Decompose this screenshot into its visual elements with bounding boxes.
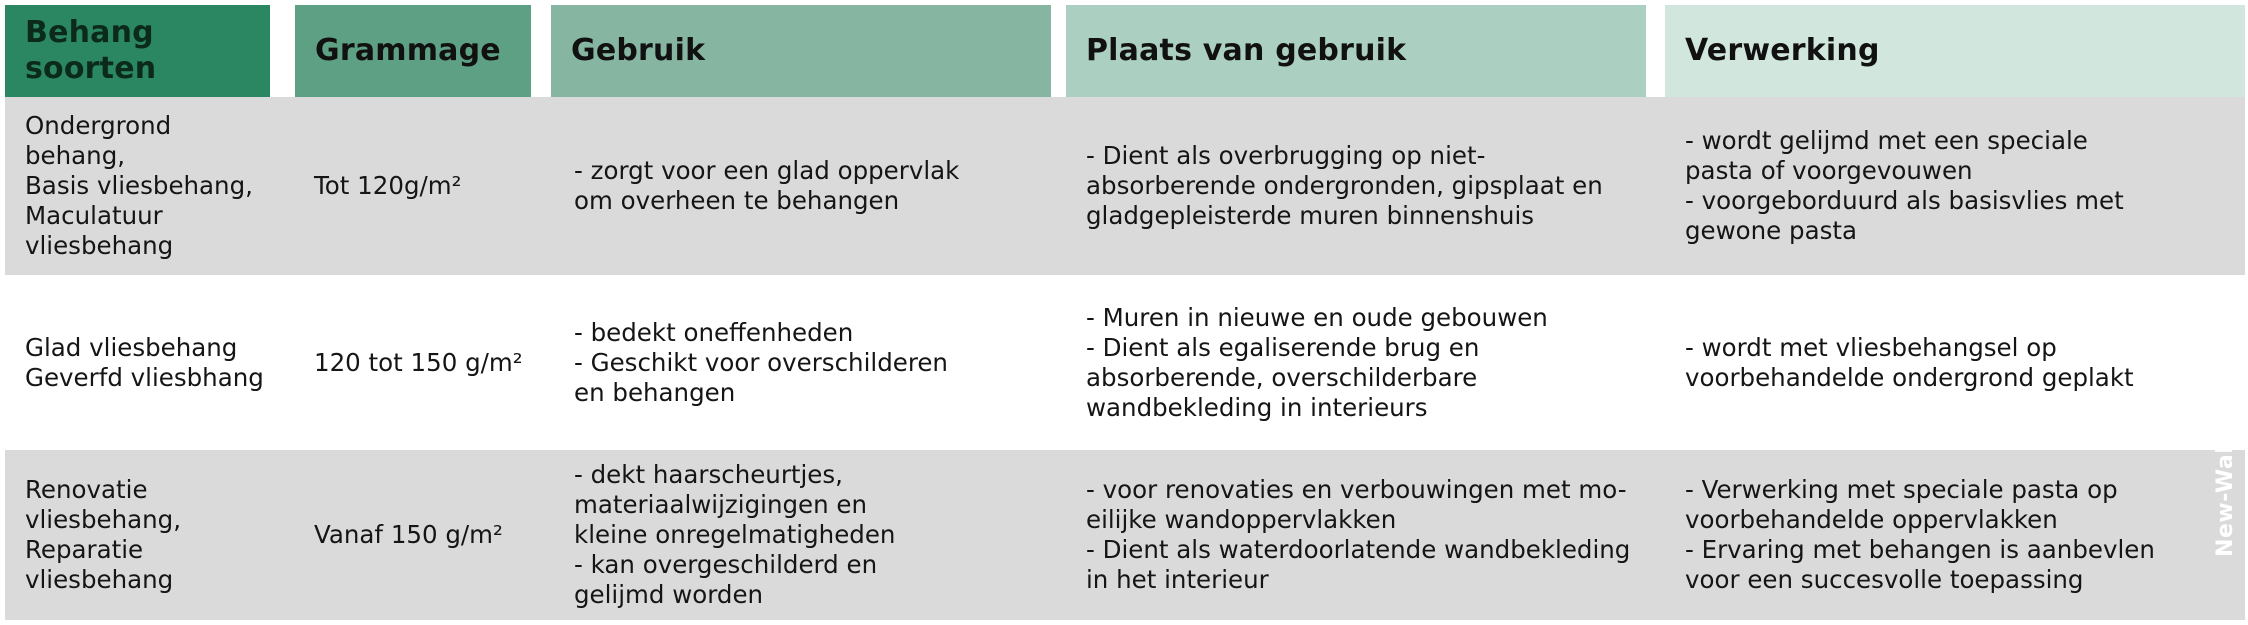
- header-label: Grammage: [315, 33, 501, 68]
- table-row: [5, 97, 2245, 275]
- cell-plaats: - voor renovaties en verbouwingen met mo- eilijke wandoppervlakken - Dient als waterdoorlatende wandbekleding in het interieur: [1086, 475, 1631, 594]
- cell-verwerking: - wordt met vliesbehangsel op voorbehandelde ondergrond geplakt: [1685, 332, 2134, 392]
- header-gebruik: [551, 5, 1051, 97]
- cell-grammage: Vanaf 150 g/m²: [314, 520, 503, 549]
- cell-grammage: 120 tot 150 g/m²: [314, 347, 523, 377]
- cell-gebruik: - zorgt voor een glad oppervlak om overheen te behangen: [574, 156, 960, 215]
- header-label: Verwerking: [1685, 33, 1880, 68]
- cell-gebruik: - dekt haarscheurtjes, materiaalwijzigingen en kleine onregelmatigheden - kan overgeschilderd en gelijmd worden: [574, 460, 896, 609]
- cell-plaats: - Dient als overbrugging op niet- absorberende ondergronden, gipsplaat en gladgepleisterde muren binnenshuis: [1086, 141, 1603, 230]
- cell-plaats: - Muren in nieuwe en oude gebouwen - Dient als egaliserende brug en absorberende, overschilderbare wandbekleding in interieurs: [1086, 302, 1548, 422]
- header-behang-soorten: [5, 5, 270, 97]
- table-header-row: [5, 5, 2245, 97]
- header-grammage: [295, 5, 531, 97]
- wallpaper-comparison-table: [5, 5, 2245, 620]
- header-label: Plaats van gebruik: [1086, 33, 1407, 68]
- header-verwerking: [1665, 5, 2245, 97]
- header-label: Gebruik: [571, 33, 706, 68]
- cell-type: Renovatie vliesbehang, Reparatie vliesbehang: [25, 475, 181, 594]
- header-plaats-van-gebruik: [1066, 5, 1646, 97]
- cell-verwerking: - Verwerking met speciale pasta op voorbehandelde oppervlakken - Ervaring met behangen is aanbevlen voor een succesvolle toepassing: [1685, 475, 2155, 594]
- cell-grammage: Tot 120g/m²: [314, 171, 462, 200]
- table-row: [5, 450, 2245, 620]
- watermark-text: New-Walls: [2212, 423, 2238, 557]
- table-row: [5, 275, 2245, 450]
- brand-watermark: [2205, 423, 2245, 557]
- cell-type: Ondergrond behang, Basis vliesbehang, Maculatuur vliesbehang: [25, 111, 253, 260]
- cell-verwerking: - wordt gelijmd met een speciale pasta of voorgevouwen - voorgeborduurd als basisvlies met gewone pasta: [1685, 126, 2124, 245]
- header-label: Behang soorten: [25, 15, 157, 86]
- cell-type: Glad vliesbehang Geverfd vliesbhang: [25, 332, 264, 392]
- cell-gebruik: - bedekt oneffenheden - Geschikt voor overschilderen en behangen: [574, 317, 948, 407]
